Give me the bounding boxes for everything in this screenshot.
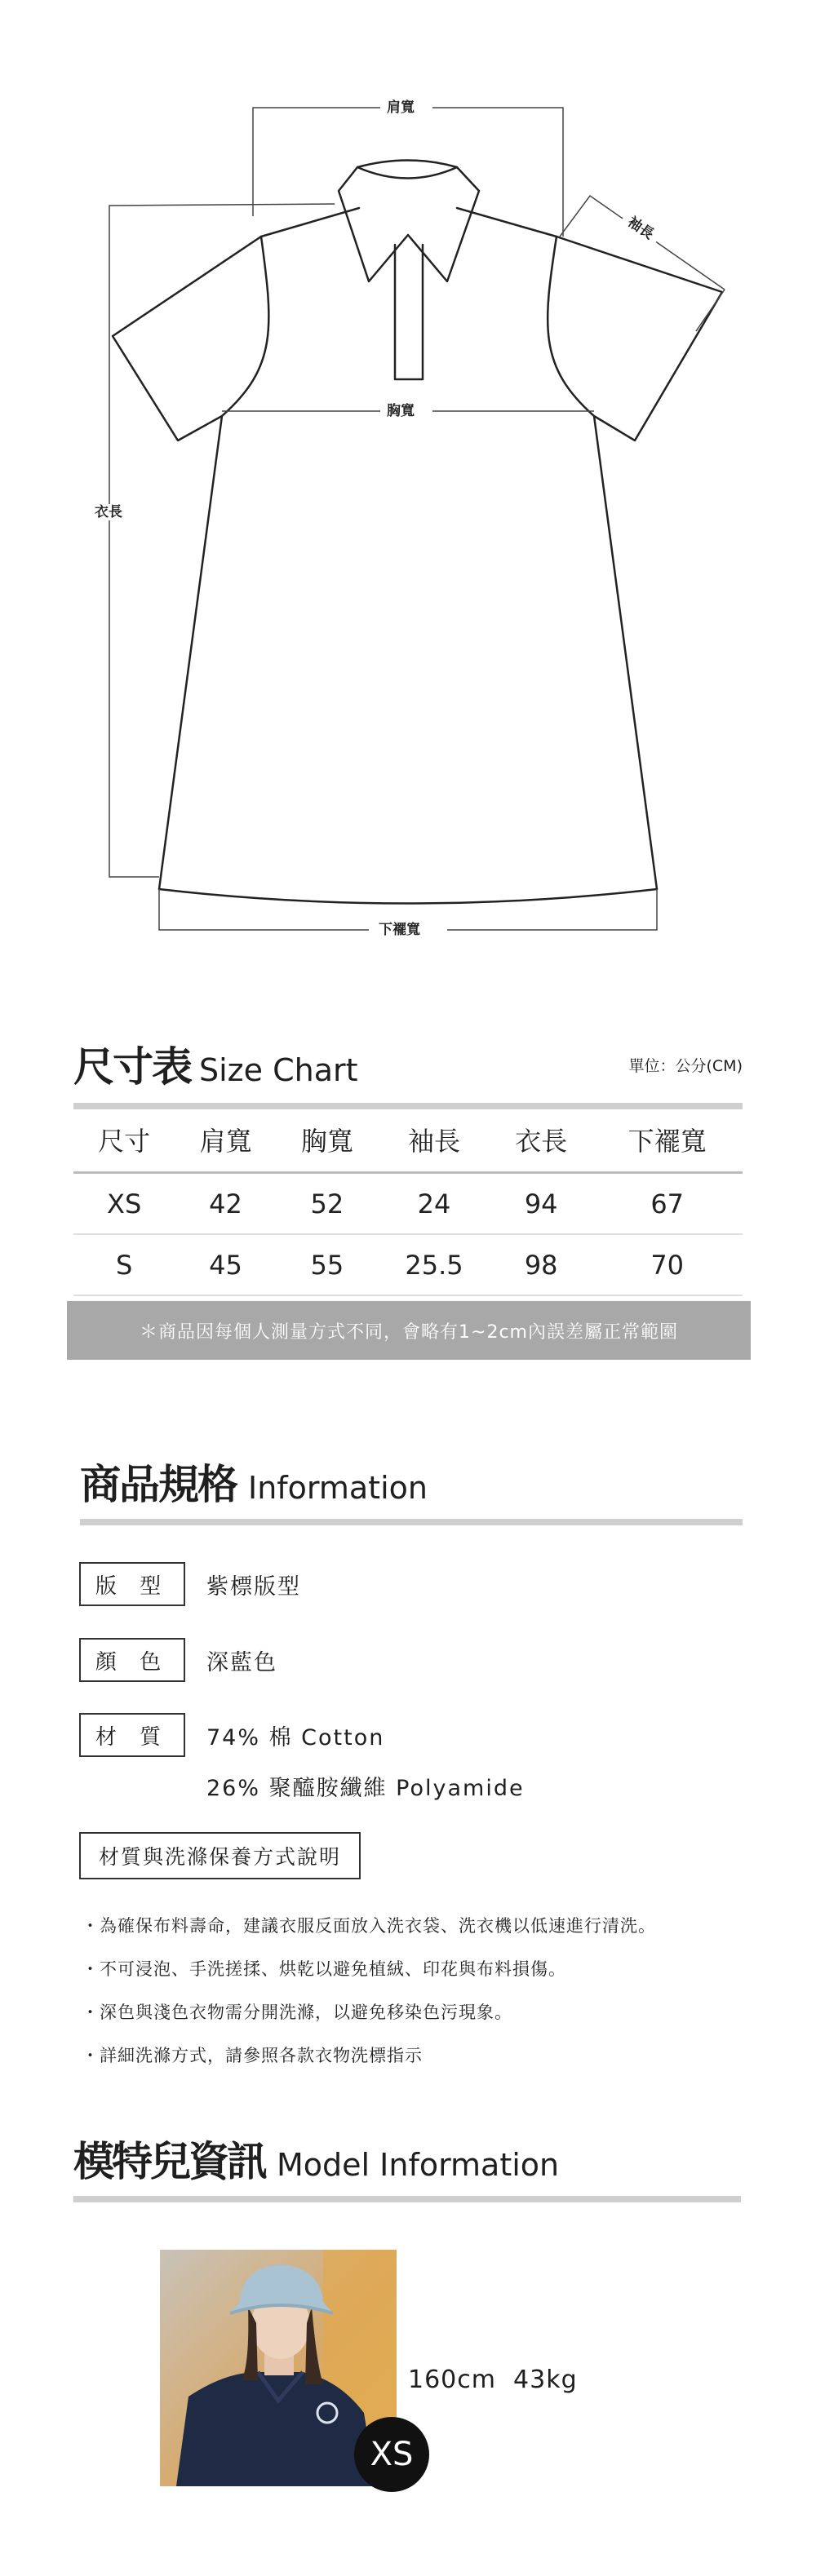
info-title-en: Information xyxy=(248,1470,428,1506)
table-cell: 55 xyxy=(277,1234,378,1295)
size-badge-label: XS xyxy=(370,2436,414,2473)
table-cell: 24 xyxy=(378,1173,490,1235)
table-cell: 67 xyxy=(592,1173,743,1235)
table-cell: XS xyxy=(73,1173,175,1235)
shirt-outline-drawing xyxy=(0,0,816,995)
sleeve-length-label: 袖長 xyxy=(619,210,663,247)
care-item: ・詳細洗滌方式，請參照各款衣物洗標指示 xyxy=(82,2046,423,2065)
color-label: 顏 色 xyxy=(79,1638,185,1682)
model-title-en: Model Information xyxy=(277,2147,560,2183)
header-cell: 肩寬 xyxy=(175,1108,276,1173)
care-title: 材質與洗滌保養方式說明 xyxy=(99,1845,342,1869)
table-cell: 25.5 xyxy=(378,1234,490,1295)
fit-row xyxy=(79,1562,301,1606)
fit-value: 紫標版型 xyxy=(206,1573,301,1600)
body-length-label: 衣長 xyxy=(88,504,129,520)
size-chart-title-en: Size Chart xyxy=(199,1052,358,1088)
header-cell: 尺寸 xyxy=(73,1108,175,1173)
model-stats: 160cm 43kg xyxy=(408,2366,578,2394)
material-label: 材 質 xyxy=(79,1713,185,1757)
size-chart-title: 尺寸表 xyxy=(73,1043,191,1091)
size-table xyxy=(73,1108,743,1296)
header-cell: 衣長 xyxy=(490,1108,592,1173)
model-header xyxy=(73,2129,741,2202)
table-cell: 45 xyxy=(175,1234,276,1295)
table-cell: S xyxy=(73,1234,175,1295)
info-title: 商品規格 xyxy=(80,1461,237,1508)
fit-label: 版 型 xyxy=(79,1562,185,1606)
color-row xyxy=(79,1638,277,1682)
chest-width-label: 胸寬 xyxy=(380,403,421,419)
info-rule xyxy=(80,1519,743,1525)
hem-width-label: 下襬寬 xyxy=(372,922,427,938)
model-title: 模特兒資訊 xyxy=(73,2138,265,2185)
material-row xyxy=(79,1713,384,1757)
care-item: ・不可浸泡、手洗搓揉、烘乾以避免植絨、印花與布料損傷。 xyxy=(82,1959,566,1979)
measurement-diagram xyxy=(0,0,816,995)
measurement-note-banner xyxy=(67,1301,751,1360)
material-line-2: 26% 聚醯胺纖維 Polyamide xyxy=(206,1776,525,1801)
shoulder-width-label: 肩寬 xyxy=(380,100,421,116)
size-chart-header xyxy=(73,1034,743,1109)
table-cell: 98 xyxy=(490,1234,592,1295)
measurement-note: ＊商品因每個人測量方式不同，會略有1~2cm內誤差屬正常範圍 xyxy=(140,1321,678,1343)
header-cell: 下襬寬 xyxy=(592,1108,743,1173)
header-cell: 胸寬 xyxy=(277,1108,378,1173)
info-header xyxy=(80,1452,743,1525)
table-cell: 94 xyxy=(490,1173,592,1235)
material-line-1: 74% 棉 Cotton xyxy=(206,1724,385,1751)
header-cell: 袖長 xyxy=(378,1108,490,1173)
unit-label: 單位：公分(CM) xyxy=(628,1057,743,1075)
model-rule xyxy=(73,2196,741,2202)
care-title-box xyxy=(79,1832,361,1879)
table-cell: 42 xyxy=(175,1173,276,1235)
table-row xyxy=(73,1234,743,1295)
care-item: ・為確保布料壽命，建議衣服反面放入洗衣袋、洗衣機以低速進行清洗。 xyxy=(82,1916,656,1936)
table-header-row xyxy=(73,1108,743,1173)
size-badge xyxy=(354,2417,429,2492)
color-value: 深藍色 xyxy=(206,1649,277,1675)
table-cell: 70 xyxy=(592,1234,743,1295)
table-row xyxy=(73,1173,743,1235)
table-cell: 52 xyxy=(277,1173,378,1235)
care-item: ・深色與淺色衣物需分開洗滌，以避免移染色污現象。 xyxy=(82,2003,512,2022)
